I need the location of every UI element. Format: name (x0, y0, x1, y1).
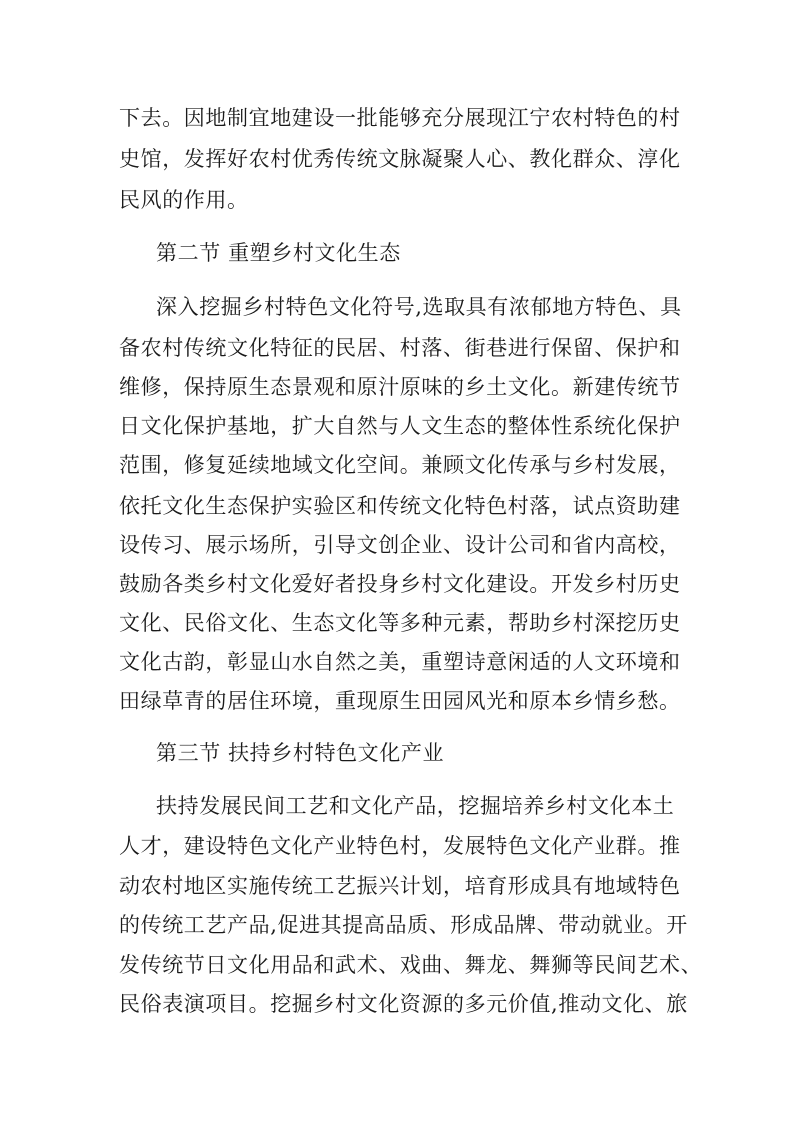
paragraph-line: 民风的作用。 (119, 188, 249, 212)
paragraph-line: 的传统工艺产品,促进其提高品质、形成品牌、带动就业。开 (119, 913, 688, 937)
paragraph-line: 日文化保护基地，扩大自然与人文生态的整体性系统化保护 (119, 414, 681, 438)
paragraph-line: 范围，修复延续地域文化空间。兼顾文化传承与乡村发展， (119, 453, 681, 477)
paragraph-line: 深入挖掘乡村特色文化符号,选取具有浓郁地方特色、具 (156, 295, 682, 319)
section-heading: 第三节 扶持乡村特色文化产业 (156, 741, 445, 765)
paragraph-line: 依托文化生态保护实验区和传统文化特色村落，试点资助建 (119, 494, 681, 518)
paragraph-line: 鼓励各类乡村文化爱好者投身乡村文化建设。开发乡村历史 (119, 572, 681, 596)
paragraph-line: 史馆，发挥好农村优秀传统文脉凝聚人心、教化群众、淳化 (119, 147, 681, 171)
paragraph-line: 民俗表演项目。挖掘乡村文化资源的多元价值,推动文化、旅 (119, 992, 688, 1016)
paragraph-line: 维修，保持原生态景观和原汁原味的乡土文化。新建传统节 (119, 375, 681, 399)
paragraph-line: 文化、民俗文化、生态文化等多种元素，帮助乡村深挖历史 (119, 611, 681, 635)
paragraph-line: 田绿草青的居住环境，重现原生田园风光和原本乡情乡愁。 (119, 689, 681, 713)
paragraph-line: 人才，建设特色文化产业特色村，发展特色文化产业群。推 (119, 834, 681, 858)
section-heading: 第二节 重塑乡村文化生态 (156, 241, 401, 265)
paragraph-line: 设传习、展示场所，引导文创企业、设计公司和省内高校， (119, 533, 681, 557)
paragraph-line: 下去。因地制宜地建设一批能够充分展现江宁农村特色的村 (119, 106, 681, 130)
paragraph-line: 动农村地区实施传统工艺振兴计划，培育形成具有地域特色 (119, 874, 681, 898)
paragraph-line: 文化古韵，彰显山水自然之美，重塑诗意闲适的人文环境和 (119, 650, 681, 674)
paragraph-line: 备农村传统文化特征的民居、村落、街巷进行保留、保护和 (119, 336, 681, 360)
paragraph-line: 扶持发展民间工艺和文化产品，挖掘培养乡村文化本土 (156, 794, 675, 818)
paragraph-line: 发传统节日文化用品和武术、戏曲、舞龙、舞狮等民间艺术、 (119, 953, 703, 977)
